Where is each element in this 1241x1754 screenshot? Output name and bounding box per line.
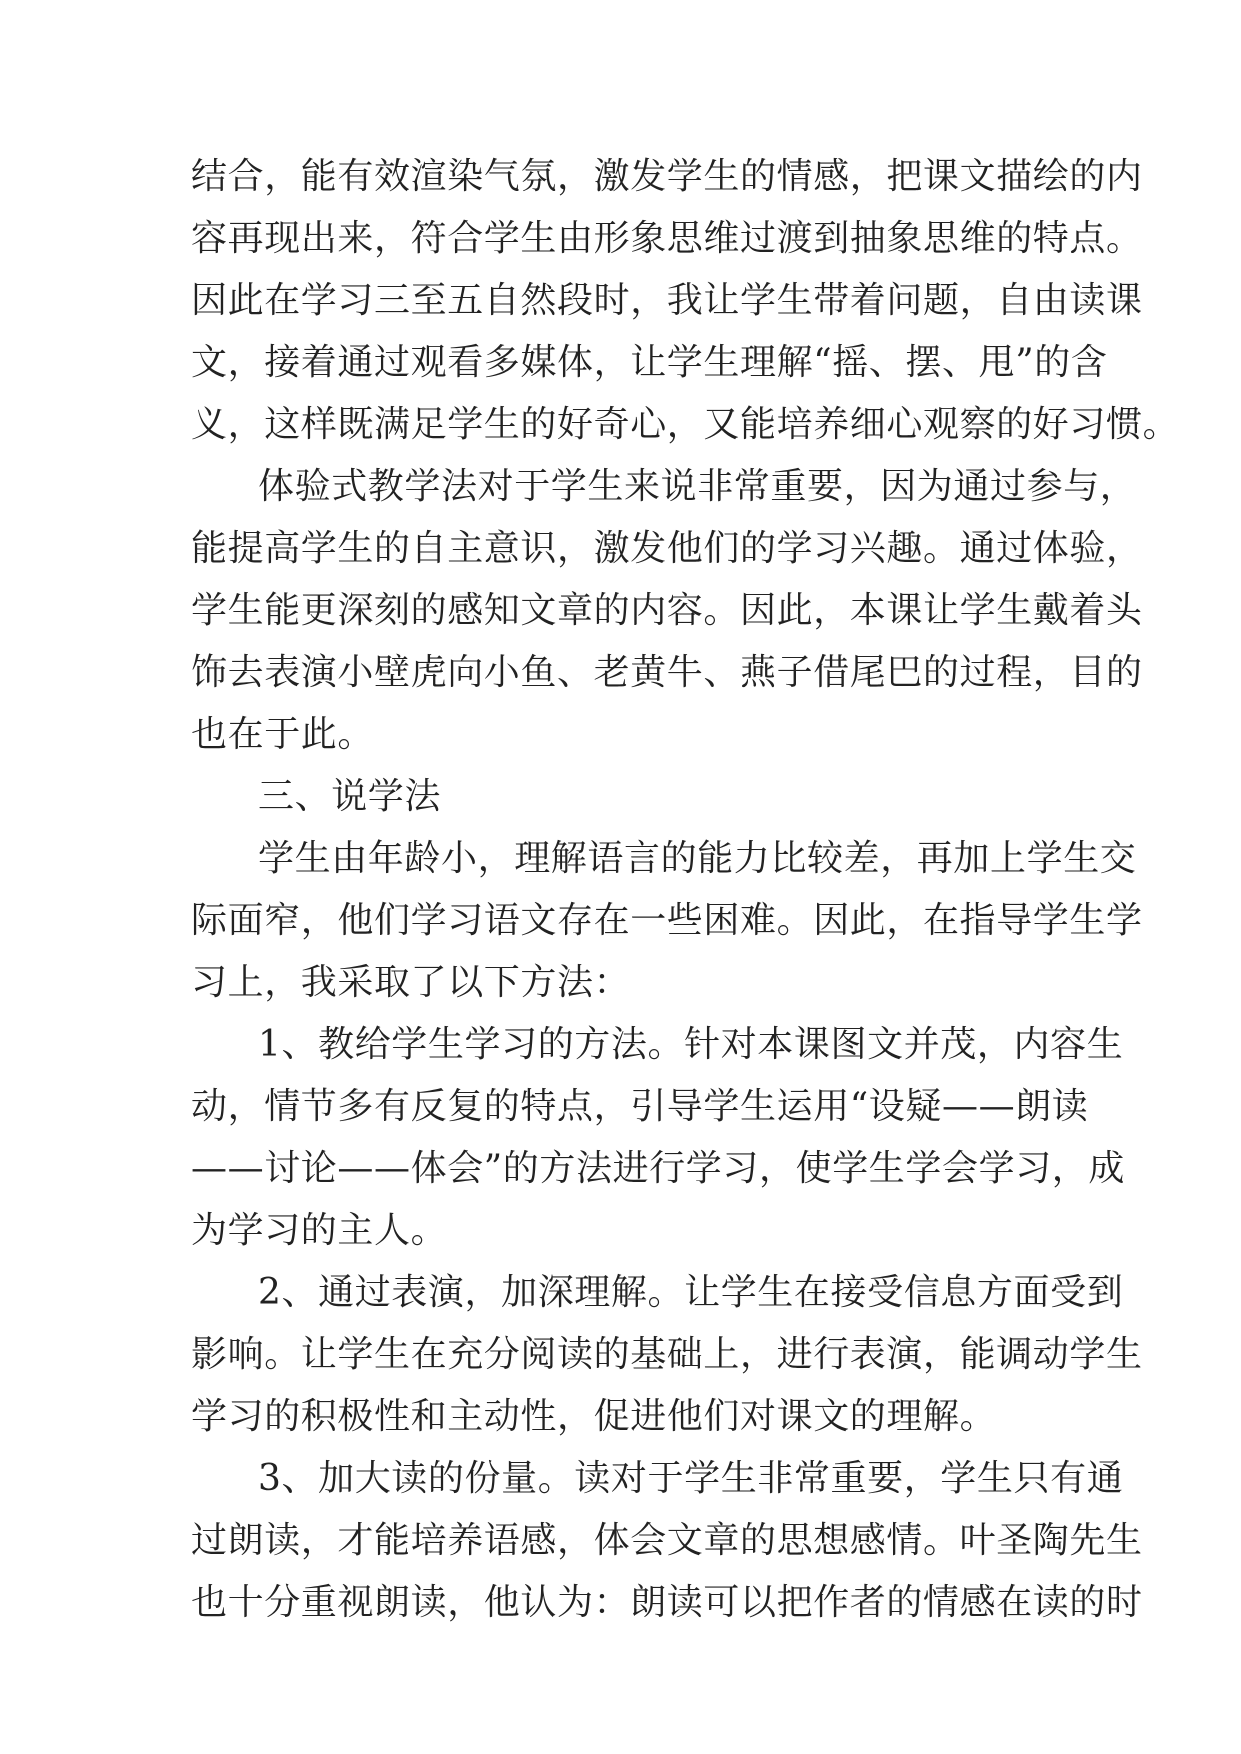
text-line: 1、教给学生学习的方法。针对本课图文并茂，内容生 xyxy=(258,1024,1124,1065)
text-line: 也在于此。 xyxy=(191,714,375,755)
text-line: 际面窄，他们学习语文存在一些困难。因此，在指导学生学 xyxy=(191,900,1143,941)
text-line: 学习的积极性和主动性，促进他们对课文的理解。 xyxy=(191,1396,997,1437)
text-line: 因此在学习三至五自然段时，我让学生带着问题，自由读课 xyxy=(191,280,1143,321)
text-line: 动，情节多有反复的特点，引导学生运用“设疑——朗读 xyxy=(191,1086,1089,1127)
text-line: 3、加大读的份量。读对于学生非常重要，学生只有通 xyxy=(258,1458,1124,1499)
text-line: 影响。让学生在充分阅读的基础上，进行表演，能调动学生 xyxy=(191,1334,1143,1375)
text-line: 饰去表演小壁虎向小鱼、老黄牛、燕子借尾巴的过程，目的 xyxy=(191,652,1143,693)
text-line: 习上，我采取了以下方法： xyxy=(191,962,631,1003)
text-line: 过朗读，才能培养语感，体会文章的思想感情。叶圣陶先生 xyxy=(191,1520,1143,1561)
text-line: 学生能更深刻的感知文章的内容。因此，本课让学生戴着头 xyxy=(191,590,1143,631)
text-line: 容再现出来，符合学生由形象思维过渡到抽象思维的特点。 xyxy=(191,218,1143,259)
document-body xyxy=(191,146,1180,1634)
text-line: 学生由年龄小，理解语言的能力比较差，再加上学生交 xyxy=(258,838,1137,879)
text-line: 文，接着通过观看多媒体，让学生理解“摇、摆、甩”的含 xyxy=(191,342,1108,383)
text-line: 为学习的主人。 xyxy=(191,1210,448,1251)
section-heading: 三、说学法 xyxy=(258,776,442,817)
text-line: 体验式教学法对于学生来说非常重要，因为通过参与， xyxy=(258,466,1137,507)
text-line: 2、通过表演，加深理解。让学生在接受信息方面受到 xyxy=(258,1272,1124,1313)
text-line: 结合，能有效渲染气氛，激发学生的情感，把课文描绘的内 xyxy=(191,156,1143,197)
text-line: 能提高学生的自主意识，激发他们的学习兴趣。通过体验， xyxy=(191,528,1143,569)
text-line: 义，这样既满足学生的好奇心，又能培养细心观察的好习惯。 xyxy=(191,404,1180,445)
text-line: ——讨论——体会”的方法进行学习，使学生学会学习，成 xyxy=(191,1148,1126,1189)
text-line: 也十分重视朗读，他认为：朗读可以把作者的情感在读的时 xyxy=(191,1582,1143,1623)
